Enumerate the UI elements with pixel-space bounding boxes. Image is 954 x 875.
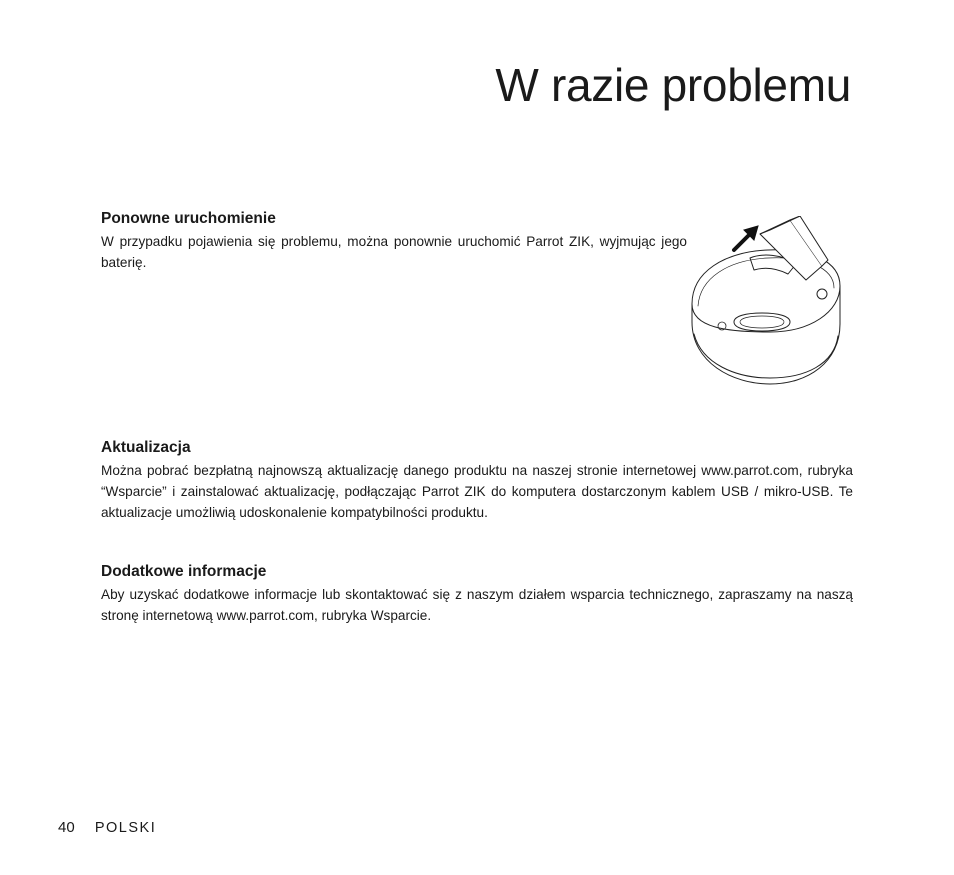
section-heading-additional-info: Dodatkowe informacje — [101, 563, 267, 580]
page-footer — [58, 819, 156, 836]
battery-removal-illustration — [684, 216, 854, 390]
section-heading-update: Aktualizacja — [101, 439, 191, 456]
section-body-update: Można pobrać bezpłatną najnowszą aktualizację danego produktu na naszej stronie internetowej www.parrot.com, rubryka “Wsparcie” i zainstalować aktualizację, podłączając Parrot ZIK do komputera dostarczonym kablem USB / mikro-USB. Te aktualizacje umożliwią udoskonalenie kompatybilności produktu. — [101, 463, 853, 520]
section-body-additional-info: Aby uzyskać dodatkowe informacje lub skontaktować się z naszym działem wsparcia technicznego, zapraszamy na naszą stronę internetową www.parrot.com, rubryka Wsparcie. — [101, 587, 853, 623]
section-restart — [101, 210, 687, 273]
section-update — [101, 439, 853, 523]
page-title: W razie problemu — [495, 59, 851, 111]
section-body-restart: W przypadku pojawienia się problemu, można ponownie uruchomić Parrot ZIK, wyjmując jego baterię. — [101, 234, 687, 270]
section-additional-info — [101, 563, 853, 626]
page-number: 40 — [58, 819, 75, 836]
language-label: POLSKI — [94, 820, 157, 836]
section-heading-restart: Ponowne uruchomienie — [101, 210, 276, 227]
